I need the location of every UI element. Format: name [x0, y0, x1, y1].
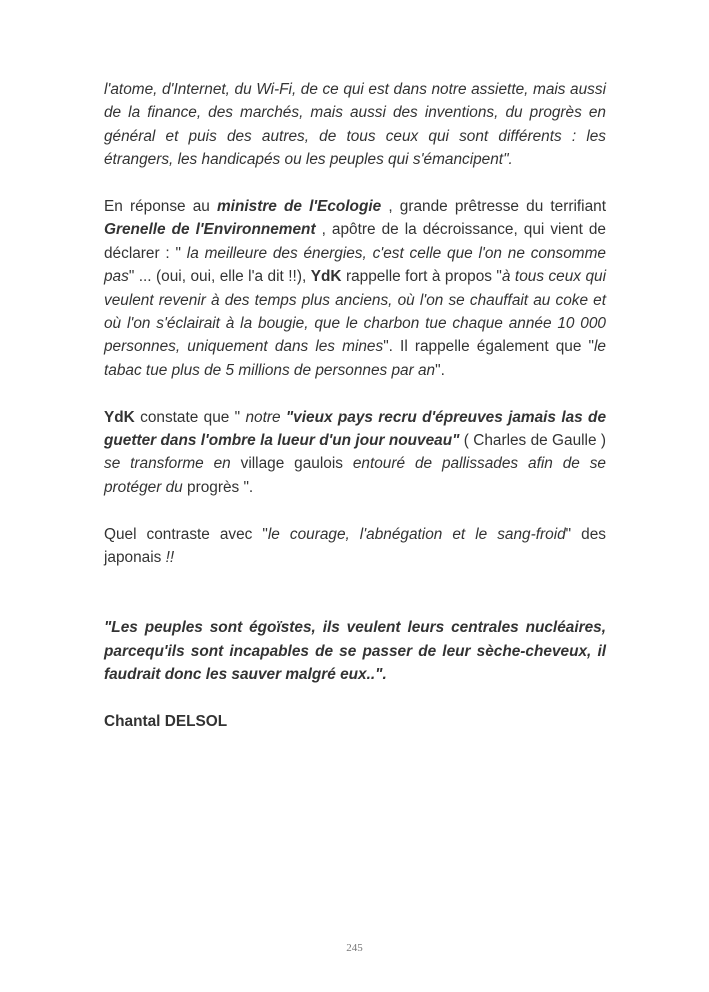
document-body [104, 78, 606, 733]
paragraph-contraste: Quel contraste avec "le courage, l'abnégation et le sang-froid" des japonais !! [104, 525, 606, 567]
paragraph-ydk-constate: YdK constate que " notre "vieux pays recru d'épreuves jamais las de guetter dans l'ombre la lueur d'un jour nouveau" ( Charles de Gaulle ) se transforme en village gaulois entouré de pallissades afin de se protéger du progrès ". [104, 408, 607, 496]
paragraph-ministre: En réponse au ministre de l'Ecologie , grande prêtresse du terrifiant Grenelle de l'Environnement , apôtre de la décroissance, qui vient de déclarer : " la meilleure des énergies, c'est celle que l'on ne consomme pas" ... (oui, oui, elle l'a dit !!), YdK rappelle fort à propos "à tous ceux qui veulent revenir à des temps plus anciens, où l'on se chauffait au coke et où l'on s'éclairait à la bougie, que le charbon tue chaque année 10 000 personnes, uniquement dans les mines". Il rappelle également que "le tabac tue plus de 5 millions de personnes par an". [104, 198, 607, 379]
page-number: 245 [346, 942, 363, 954]
paragraph-atome: l'atome, d'Internet, du Wi-Fi, de ce qui est dans notre assiette, mais aussi de la finance, des marchés, mais aussi des inventions, du progrès en général et puis des autres, de tous ceux qui sont différents : les étrangers, les handicapés ou les peuples qui s'émancipent". [104, 81, 606, 169]
author-name: Chantal DELSOL [104, 712, 228, 730]
quote: "Les peuples sont égoïstes, ils veulent leurs centrales nucléaires, parcequ'ils sont incapables de se passer de leur sèche-cheveux, il faudrait donc les sauver malgré eux..". [104, 619, 606, 684]
